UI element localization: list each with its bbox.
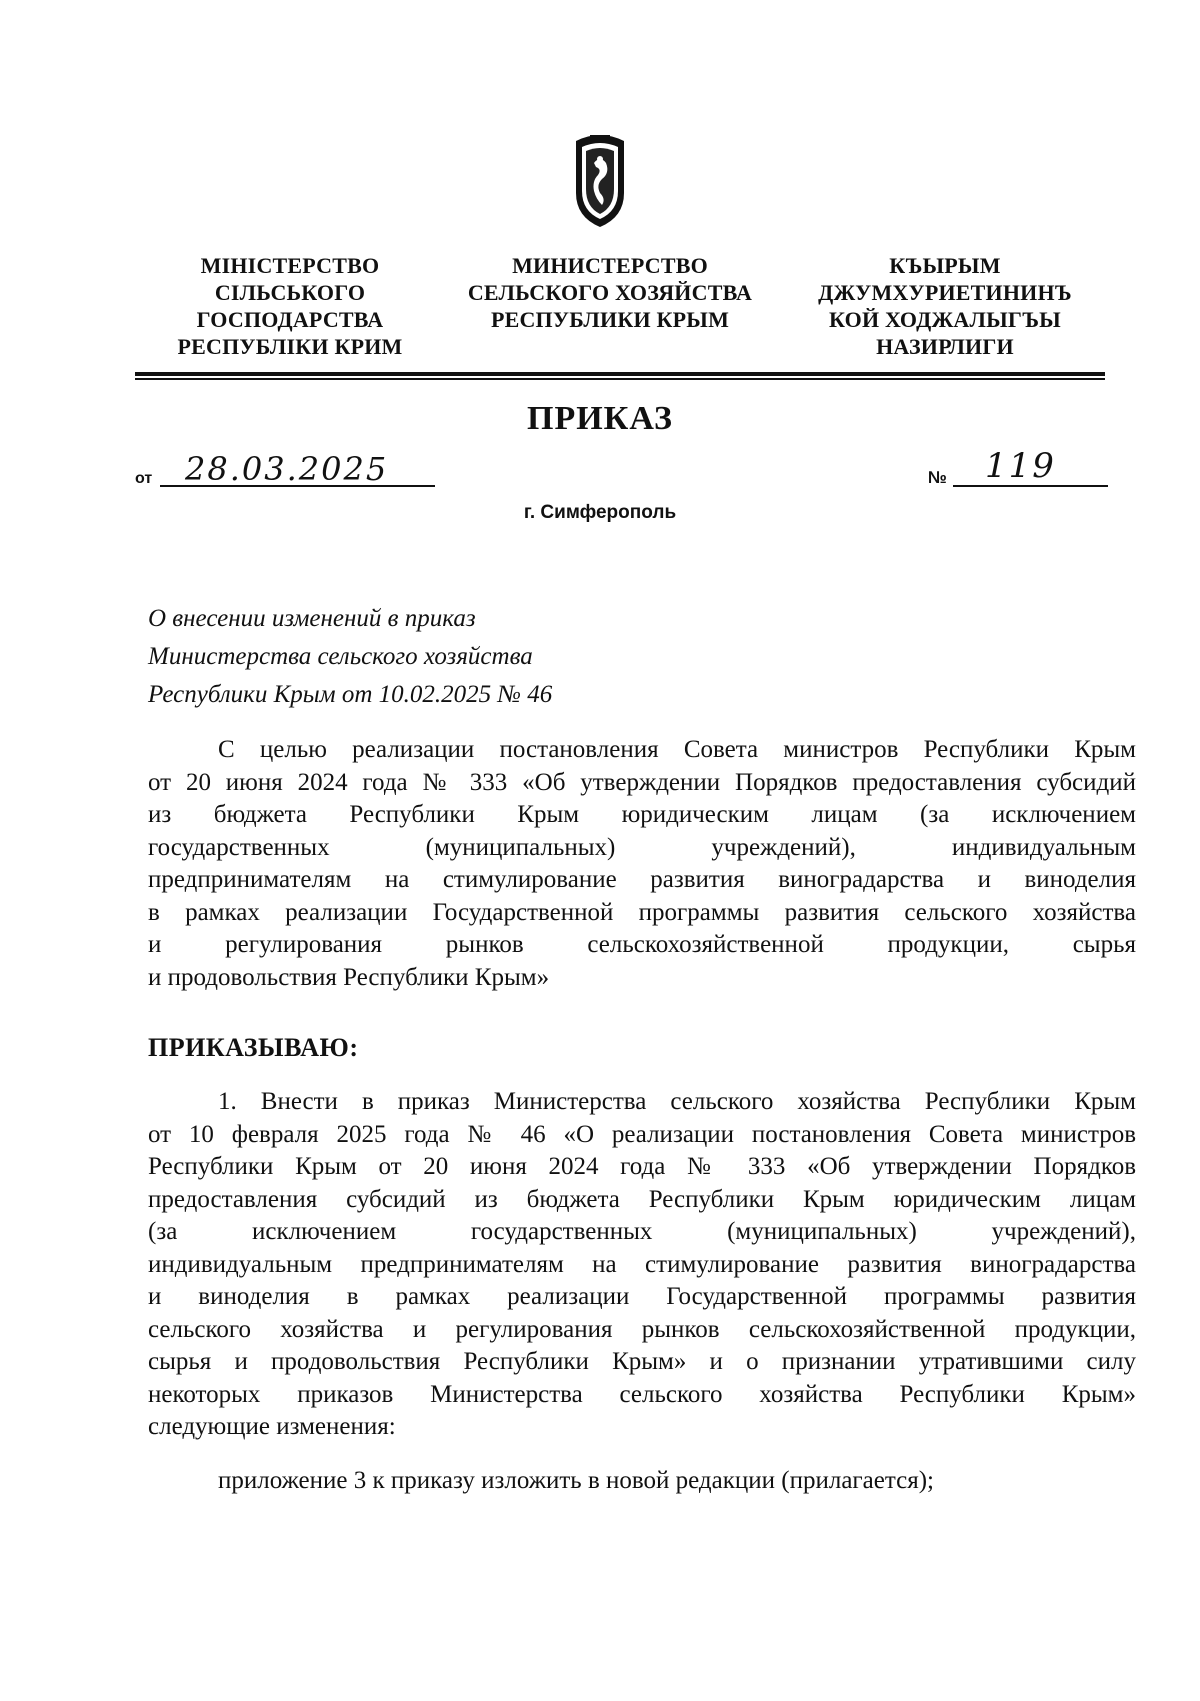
number-handwritten: 119 [985,446,1056,486]
preamble-line: в рамках реализации Государственной программы развития сельского хозяйства [148,898,1136,926]
coat-of-arms-icon [566,133,634,229]
number-prefix: № [928,468,947,487]
date-handwritten: 28.03.2025 [185,450,389,488]
header-russian [450,252,770,333]
preamble-line: от 20 июня 2024 года № 333 «Об утверждении Порядков предоставления субсидий [148,768,1136,796]
header-ukrainian-line: РЕСПУБЛІКИ КРИМ [177,334,403,359]
header-crimean-tatar-line: ДЖУМХУРИЕТИНИНЪ [818,280,1072,305]
subject-line: Министерства сельского хозяйства [148,643,533,670]
city: г. Симферополь [523,502,677,523]
document-title: ПРИКАЗ [527,400,673,437]
preamble-line: и регулирования рынков сельскохозяйственной продукции, сырья [148,931,1136,958]
item-1-line: индивидуальным предпринимателям на стимулирование развития виноградарства [148,1250,1136,1278]
item-1-line: некоторых приказов Министерства сельского хозяйства Республики Крым» [148,1380,1136,1408]
header-divider-thin [135,378,1105,380]
header-russian-line: МИНИСТЕРСТВО [512,253,708,278]
header-ukrainian-line: ГОСПОДАРСТВА [196,307,384,332]
preamble-line: предпринимателям на стимулирование развития виноградарства и виноделия [148,866,1136,893]
subject-line: Республики Крым от 10.02.2025 № 46 [148,681,553,708]
header-crimean-tatar [795,252,1095,360]
item-1-line: Республики Крым от 20 июня 2024 года № 333 «Об утверждении Порядков [148,1153,1136,1180]
header-crimean-tatar-line: НАЗИРЛИГИ [876,334,1014,359]
item-1-line: и виноделия в рамках реализации Государственной программы развития [148,1283,1136,1310]
order-word: ПРИКАЗЫВАЮ: [148,1033,359,1062]
preamble-line: государственных (муниципальных) учреждений), индивидуальным [148,833,1136,861]
item-1-line: (за исключением государственных (муниципальных) учреждений), [148,1218,1136,1245]
item-1-line: сельского хозяйства и регулирования рынков сельскохозяйственной продукции, [148,1315,1136,1343]
subject-line: О внесении изменений в приказ [148,605,476,632]
preamble-line: С целью реализации постановления Совета министров Республики Крым [218,736,1136,763]
item-1-line: от 10 февраля 2025 года № 46 «О реализации постановления Совета министров [148,1120,1136,1148]
header-ukrainian-line: СІЛЬСЬКОГО [214,280,366,305]
item-1-line: 1. Внести в приказ Министерства сельского хозяйства Республики Крым [218,1088,1136,1115]
header-ukrainian [150,252,430,360]
header-divider-thick [135,372,1105,376]
header-ukrainian-line: МІНІСТЕРСТВО [200,253,380,278]
date-prefix: от [135,470,153,487]
document-subject [148,600,748,714]
header-russian-line: СЕЛЬСКОГО ХОЗЯЙСТВА [467,280,753,305]
header-crimean-tatar-line: КЪЫРЫМ [889,253,1001,278]
preamble-paragraph [148,734,1136,994]
item-1-change-line: приложение 3 к приказу изложить в новой редакции (прилагается); [218,1467,934,1494]
item-1-line: следующие изменения: [148,1413,396,1440]
item-1-line: сырья и продовольствия Республики Крым» и о признании утратившими силу [148,1348,1136,1375]
header-russian-line: РЕСПУБЛИКИ КРЫМ [490,307,730,332]
item-1-change [218,1465,1118,1498]
preamble-line: из бюджета Республики Крым юридическим лицам (за исключением [148,801,1136,828]
item-1-paragraph [148,1086,1136,1444]
item-1-line: предоставления субсидий из бюджета Республики Крым юридическим лицам [148,1185,1136,1213]
header-crimean-tatar-line: КОЙ ХОДЖАЛЫГЪЫ [829,307,1061,332]
preamble-line: и продовольствия Республики Крым» [148,963,550,991]
